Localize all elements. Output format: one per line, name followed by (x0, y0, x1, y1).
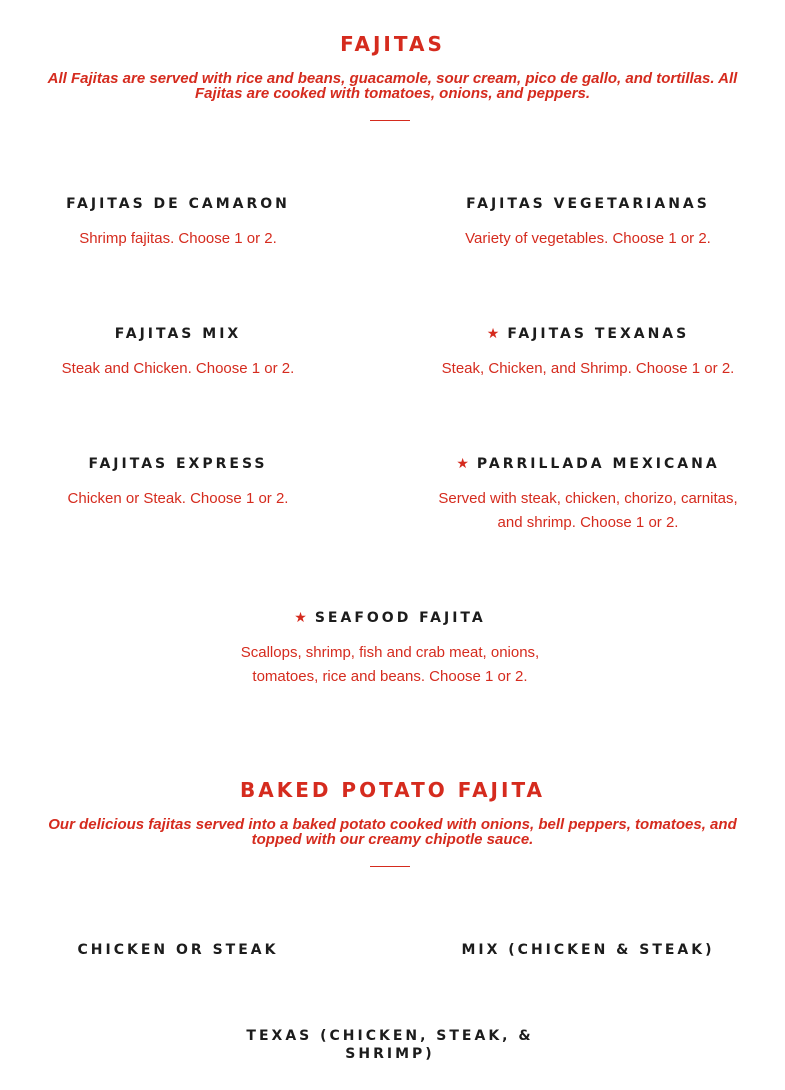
menu-item-name: FAJITAS MIX (114, 326, 242, 342)
menu-item-name: CHICKEN OR STEAK (77, 942, 279, 958)
baked-potato-section-title: BAKED POTATO FAJITA (239, 778, 546, 802)
menu-item-description: Shrimp fajitas. Choose 1 or 2. (79, 230, 277, 247)
menu-item-fajitas-de-camaron (0, 195, 358, 251)
menu-item-chicken-or-steak (0, 941, 358, 959)
menu-item-description: Scallops, shrimp, fish and crab meat, onions, tomatoes, rice and beans. Choose 1 or 2. (240, 644, 540, 685)
menu-item-name: FAJITAS EXPRESS (88, 456, 268, 472)
menu-item-name-row (408, 455, 768, 473)
fajitas-divider (370, 120, 410, 121)
baked-potato-section-subtitle: Our delicious fajitas served into a baked potato cooked with onions, bell peppers, tomatoes, and topped with our creamy chipotle sauce. (48, 816, 737, 848)
menu-item-name: FAJITAS VEGETARIANAS (466, 196, 710, 212)
star-icon: ★ (294, 610, 307, 626)
menu-item-mix-chicken-steak (408, 941, 768, 959)
menu-item-fajitas-mix (0, 325, 358, 381)
menu-item-fajitas-texanas (408, 325, 768, 381)
menu-item-name: FAJITAS DE CAMARON (66, 196, 290, 212)
menu-item-name: MIX (CHICKEN & STEAK) (461, 942, 715, 958)
menu-item-fajitas-vegetarianas (408, 195, 768, 251)
menu-item-parrillada-mexicana (408, 455, 768, 535)
menu-item-name: SEAFOOD FAJITA (314, 610, 486, 626)
menu-item-description: Served with steak, chicken, chorizo, carnitas, and shrimp. Choose 1 or 2. (438, 490, 738, 531)
menu-item-name: PARRILLADA MEXICANA (476, 456, 720, 472)
menu-item-description: Variety of vegetables. Choose 1 or 2. (465, 230, 711, 247)
menu-item-description: Steak and Chicken. Choose 1 or 2. (61, 360, 295, 377)
menu-item-seafood-fajita (210, 609, 570, 689)
star-icon: ★ (486, 326, 500, 342)
menu-item-name: FAJITAS TEXANAS (507, 326, 690, 342)
baked-potato-divider (370, 866, 410, 867)
fajitas-section-subtitle: All Fajitas are served with rice and beans, guacamole, sour cream, pico de gallo, and tortillas. All Fajitas are cooked with tomatoes, onions, and peppers. (47, 70, 738, 102)
menu-item-description: Steak, Chicken, and Shrimp. Choose 1 or 2. (441, 360, 735, 377)
menu-item-fajitas-express (0, 455, 358, 511)
fajitas-section-title: FAJITAS (340, 32, 445, 56)
menu-item-description: Chicken or Steak. Choose 1 or 2. (67, 490, 289, 507)
menu-item-name: TEXAS (CHICKEN, STEAK, & SHRIMP) (246, 1028, 534, 1062)
menu-item-name-row (408, 325, 768, 343)
menu-item-name-row (210, 609, 570, 627)
menu-item-texas-chicken-steak-shrimp (240, 1027, 540, 1063)
star-icon: ★ (456, 456, 469, 472)
